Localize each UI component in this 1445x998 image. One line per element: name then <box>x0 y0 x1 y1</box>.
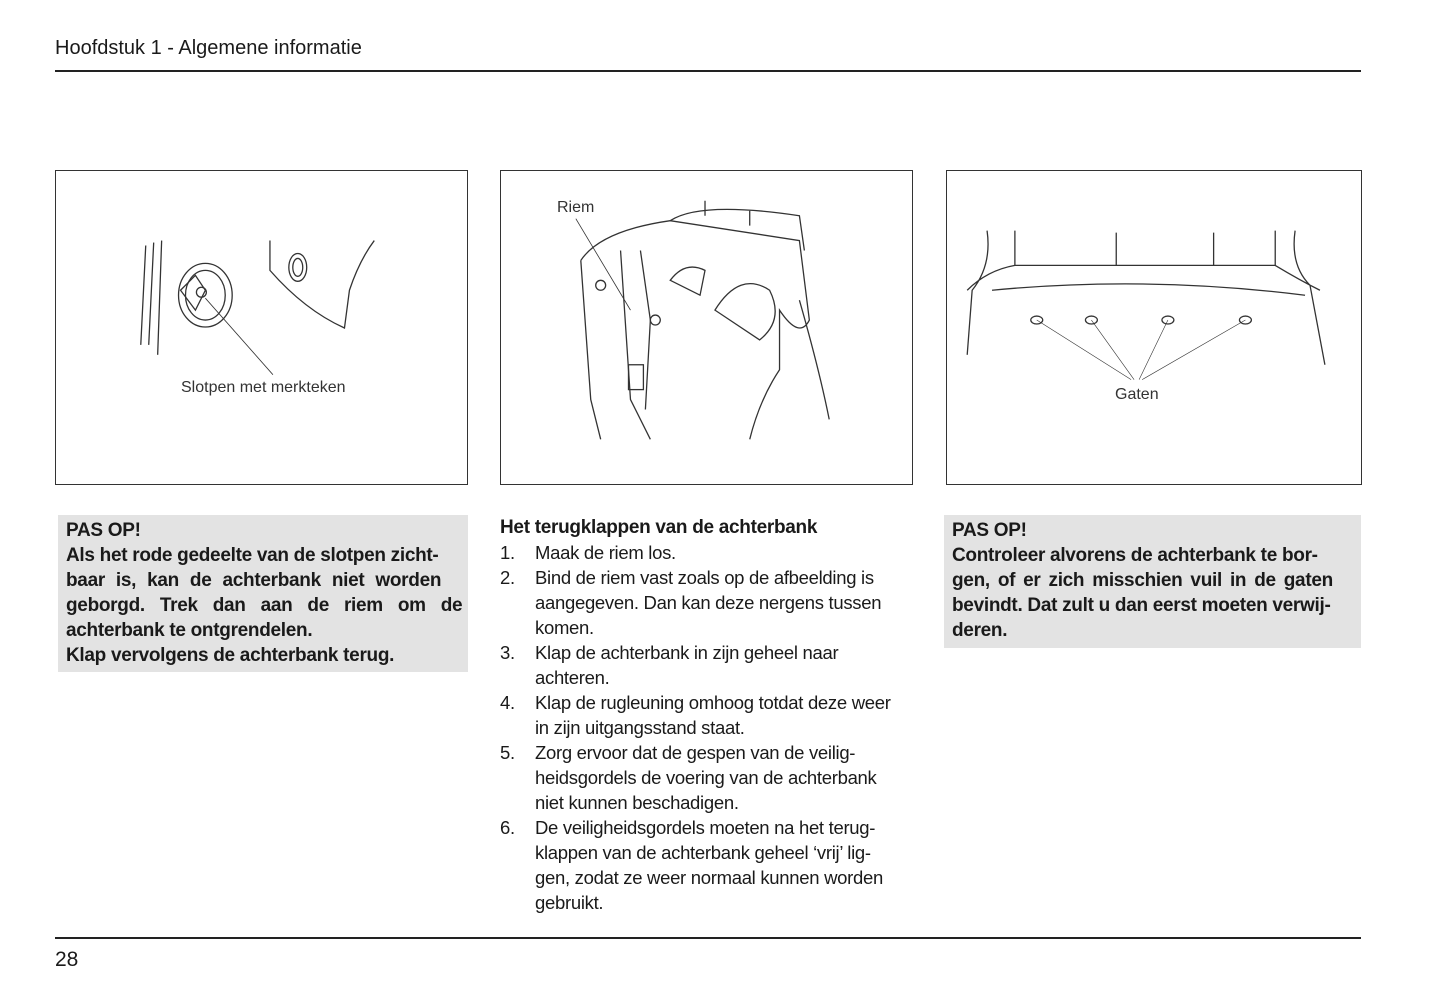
step-text <box>535 690 891 740</box>
warning-title: PAS OP! <box>952 520 1027 541</box>
step-number: 6. <box>500 817 515 838</box>
figure-rear-seat <box>500 170 913 485</box>
step-line: Bind de riem vast zoals op de afbeelding is <box>535 567 874 588</box>
chapter-title: Hoofdstuk 1 - Algemene informatie <box>55 37 362 59</box>
header-rule <box>55 70 1361 72</box>
warning-line: bevindt. Dat zult u dan eerst moeten verwij- <box>952 595 1331 616</box>
step-number: 5. <box>500 742 515 763</box>
warning-title: PAS OP! <box>66 520 141 541</box>
step-line: Klap de rugleuning omhoog totdat deze weer <box>535 692 891 713</box>
warning-line: gen, of er zich misschien vuil in de gaten <box>952 570 1333 591</box>
step-line: aangegeven. Dan kan deze nergens tussen <box>535 592 882 613</box>
instructions <box>500 515 920 915</box>
steps-list <box>500 540 920 915</box>
step-text <box>535 565 881 640</box>
figure-holes <box>946 170 1362 485</box>
step-number: 4. <box>500 692 515 713</box>
step-line: Maak de riem los. <box>535 542 676 563</box>
warning-line: baar is, kan de achterbank niet worden <box>66 570 442 591</box>
step-line: niet kunnen beschadigen. <box>535 792 739 813</box>
step-text <box>535 815 883 915</box>
step-text <box>535 540 676 565</box>
step-line: gen, zodat ze weer normaal kunnen worden <box>535 867 883 888</box>
figure-lock-pin <box>55 170 468 485</box>
page-number: 28 <box>55 948 79 971</box>
step-line: komen. <box>535 617 594 638</box>
figure-caption: Gaten <box>1115 386 1159 403</box>
step-line: gebruikt. <box>535 892 604 913</box>
step-line: achteren. <box>535 667 610 688</box>
step-text <box>535 740 877 815</box>
list-item <box>500 640 920 690</box>
warning-box-right <box>944 515 1361 648</box>
figure-caption: Riem <box>557 199 595 216</box>
step-line: heidsgordels de voering van de achterbank <box>535 767 877 788</box>
step-line: Zorg ervoor dat de gespen van de veilig- <box>535 742 856 763</box>
list-item <box>500 690 920 740</box>
warning-line: Controleer alvorens de achterbank te bor- <box>952 545 1318 566</box>
rear-seat-illustration <box>501 171 912 484</box>
step-line: klappen van de achterbank geheel ‘vrij’ lig- <box>535 842 871 863</box>
warning-line: geborgd. Trek dan aan de riem om de <box>66 595 463 616</box>
warning-line: Als het rode gedeelte van de slotpen zicht- <box>66 545 439 566</box>
step-text <box>535 640 838 690</box>
warning-box-left <box>58 515 468 672</box>
list-item <box>500 815 920 915</box>
step-number: 3. <box>500 642 515 663</box>
instructions-heading: Het terugklappen van de achterbank <box>500 517 818 538</box>
footer-rule <box>55 937 1361 939</box>
step-line: in zijn uitgangsstand staat. <box>535 717 745 738</box>
holes-illustration <box>947 171 1361 484</box>
step-line: Klap de achterbank in zijn geheel naar <box>535 642 839 663</box>
warning-line: achterbank te ontgrendelen. <box>66 620 313 641</box>
step-number: 1. <box>500 542 515 563</box>
warning-line: Klap vervolgens de achterbank terug. <box>66 645 395 666</box>
lock-pin-illustration <box>56 171 467 484</box>
list-item <box>500 740 920 815</box>
step-line: De veiligheidsgordels moeten na het terug- <box>535 817 876 838</box>
figure-caption: Slotpen met merkteken <box>181 379 346 396</box>
list-item <box>500 565 920 640</box>
list-item <box>500 540 920 565</box>
step-number: 2. <box>500 567 515 588</box>
warning-line: deren. <box>952 620 1008 641</box>
